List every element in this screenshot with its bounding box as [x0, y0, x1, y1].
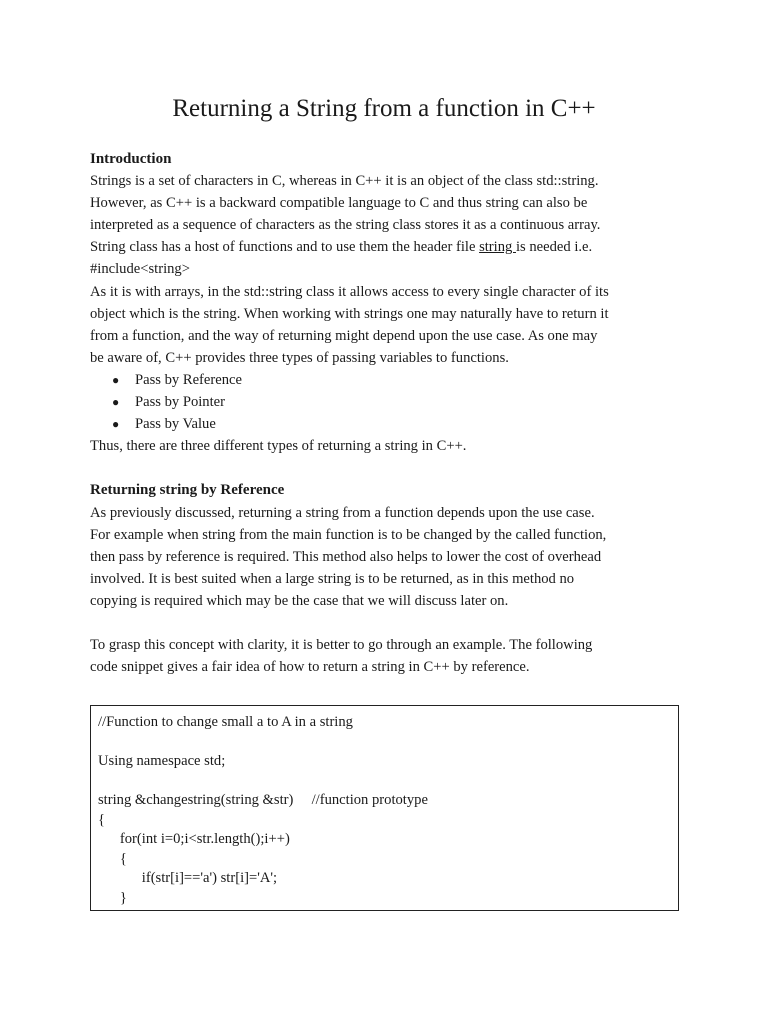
code-line: string &changestring(string &str) //function prototype — [98, 792, 428, 808]
page-title: Returning a String from a function in C++ — [172, 95, 596, 122]
list-item-label: Pass by Reference — [135, 371, 242, 388]
text-line: interpreted as a sequence of characters as the string class stores it as a continuous array. — [90, 217, 601, 234]
text-fragment: String class has a host of functions and to use them the header file — [90, 239, 480, 256]
paragraph-spacer — [90, 612, 690, 634]
document-body — [90, 148, 690, 678]
intro-paragraph-2 — [90, 281, 690, 369]
text-line: from a function, and the way of returning might depend upon the use case. As one may — [90, 327, 598, 344]
intro-closing: Thus, there are three different types of returning a string in C++. — [90, 438, 467, 455]
intro-paragraph-1 — [90, 170, 690, 280]
code-line: if(str[i]=='a') str[i]='A'; — [98, 870, 278, 886]
text-line: code snippet gives a fair idea of how to return a string in C++ by reference. — [90, 659, 530, 676]
text-line: However, as C++ is a backward compatible language to C and thus string can also be — [90, 195, 588, 212]
text-fragment: is needed i.e. — [515, 239, 593, 256]
string-header-link[interactable]: string — [479, 239, 516, 256]
reference-paragraph-1 — [90, 502, 690, 612]
text-line: To grasp this concept with clarity, it is better to go through an example. The following — [90, 637, 593, 654]
paragraph-spacer — [90, 457, 690, 479]
code-line-blank — [98, 772, 678, 792]
list-item-label: Pass by Value — [135, 416, 216, 433]
bullet-icon: ● — [112, 417, 120, 432]
text-line: As previously discussed, returning a string from a function depends upon the use case. — [90, 504, 595, 521]
text-line: For example when string from the main function is to be changed by the called function, — [90, 526, 607, 543]
text-line: then pass by reference is required. This method also helps to lower the cost of overhead — [90, 548, 602, 565]
code-line: { — [98, 811, 106, 828]
code-line: for(int i=0;i<str.length();i++) — [98, 831, 290, 847]
text-line: involved. It is best suited when a large string is to be returned, as in this method no — [90, 570, 575, 587]
text-line: copying is required which may be the case that we will discuss later on. — [90, 592, 509, 609]
text-line: As it is with arrays, in the std::string class it allows access to every single character of its — [90, 283, 609, 300]
text-line — [90, 236, 690, 258]
code-line-blank — [98, 733, 678, 753]
code-line: { — [98, 850, 127, 867]
reference-paragraph-2 — [90, 634, 690, 678]
code-line: //Function to change small a to A in a string — [98, 714, 353, 730]
bullet-icon: ● — [112, 372, 120, 387]
text-line: Strings is a set of characters in C, whereas in C++ it is an object of the class std::string. — [90, 173, 599, 190]
text-line: be aware of, C++ provides three types of passing variables to functions. — [90, 349, 509, 366]
code-snippet-box — [90, 705, 679, 911]
passing-methods-list — [90, 369, 690, 435]
list-item — [90, 413, 690, 435]
list-item — [90, 369, 690, 391]
list-item-label: Pass by Pointer — [135, 394, 225, 411]
include-directive: #include<string> — [90, 261, 190, 278]
bullet-icon: ● — [112, 395, 120, 410]
section-heading-reference: Returning string by Reference — [90, 482, 285, 499]
code-line: } — [98, 889, 127, 906]
text-line: object which is the string. When working with strings one may naturally have to return it — [90, 305, 609, 322]
section-heading-introduction: Introduction — [90, 151, 172, 167]
code-line: Using namespace std; — [98, 753, 226, 769]
list-item — [90, 391, 690, 413]
